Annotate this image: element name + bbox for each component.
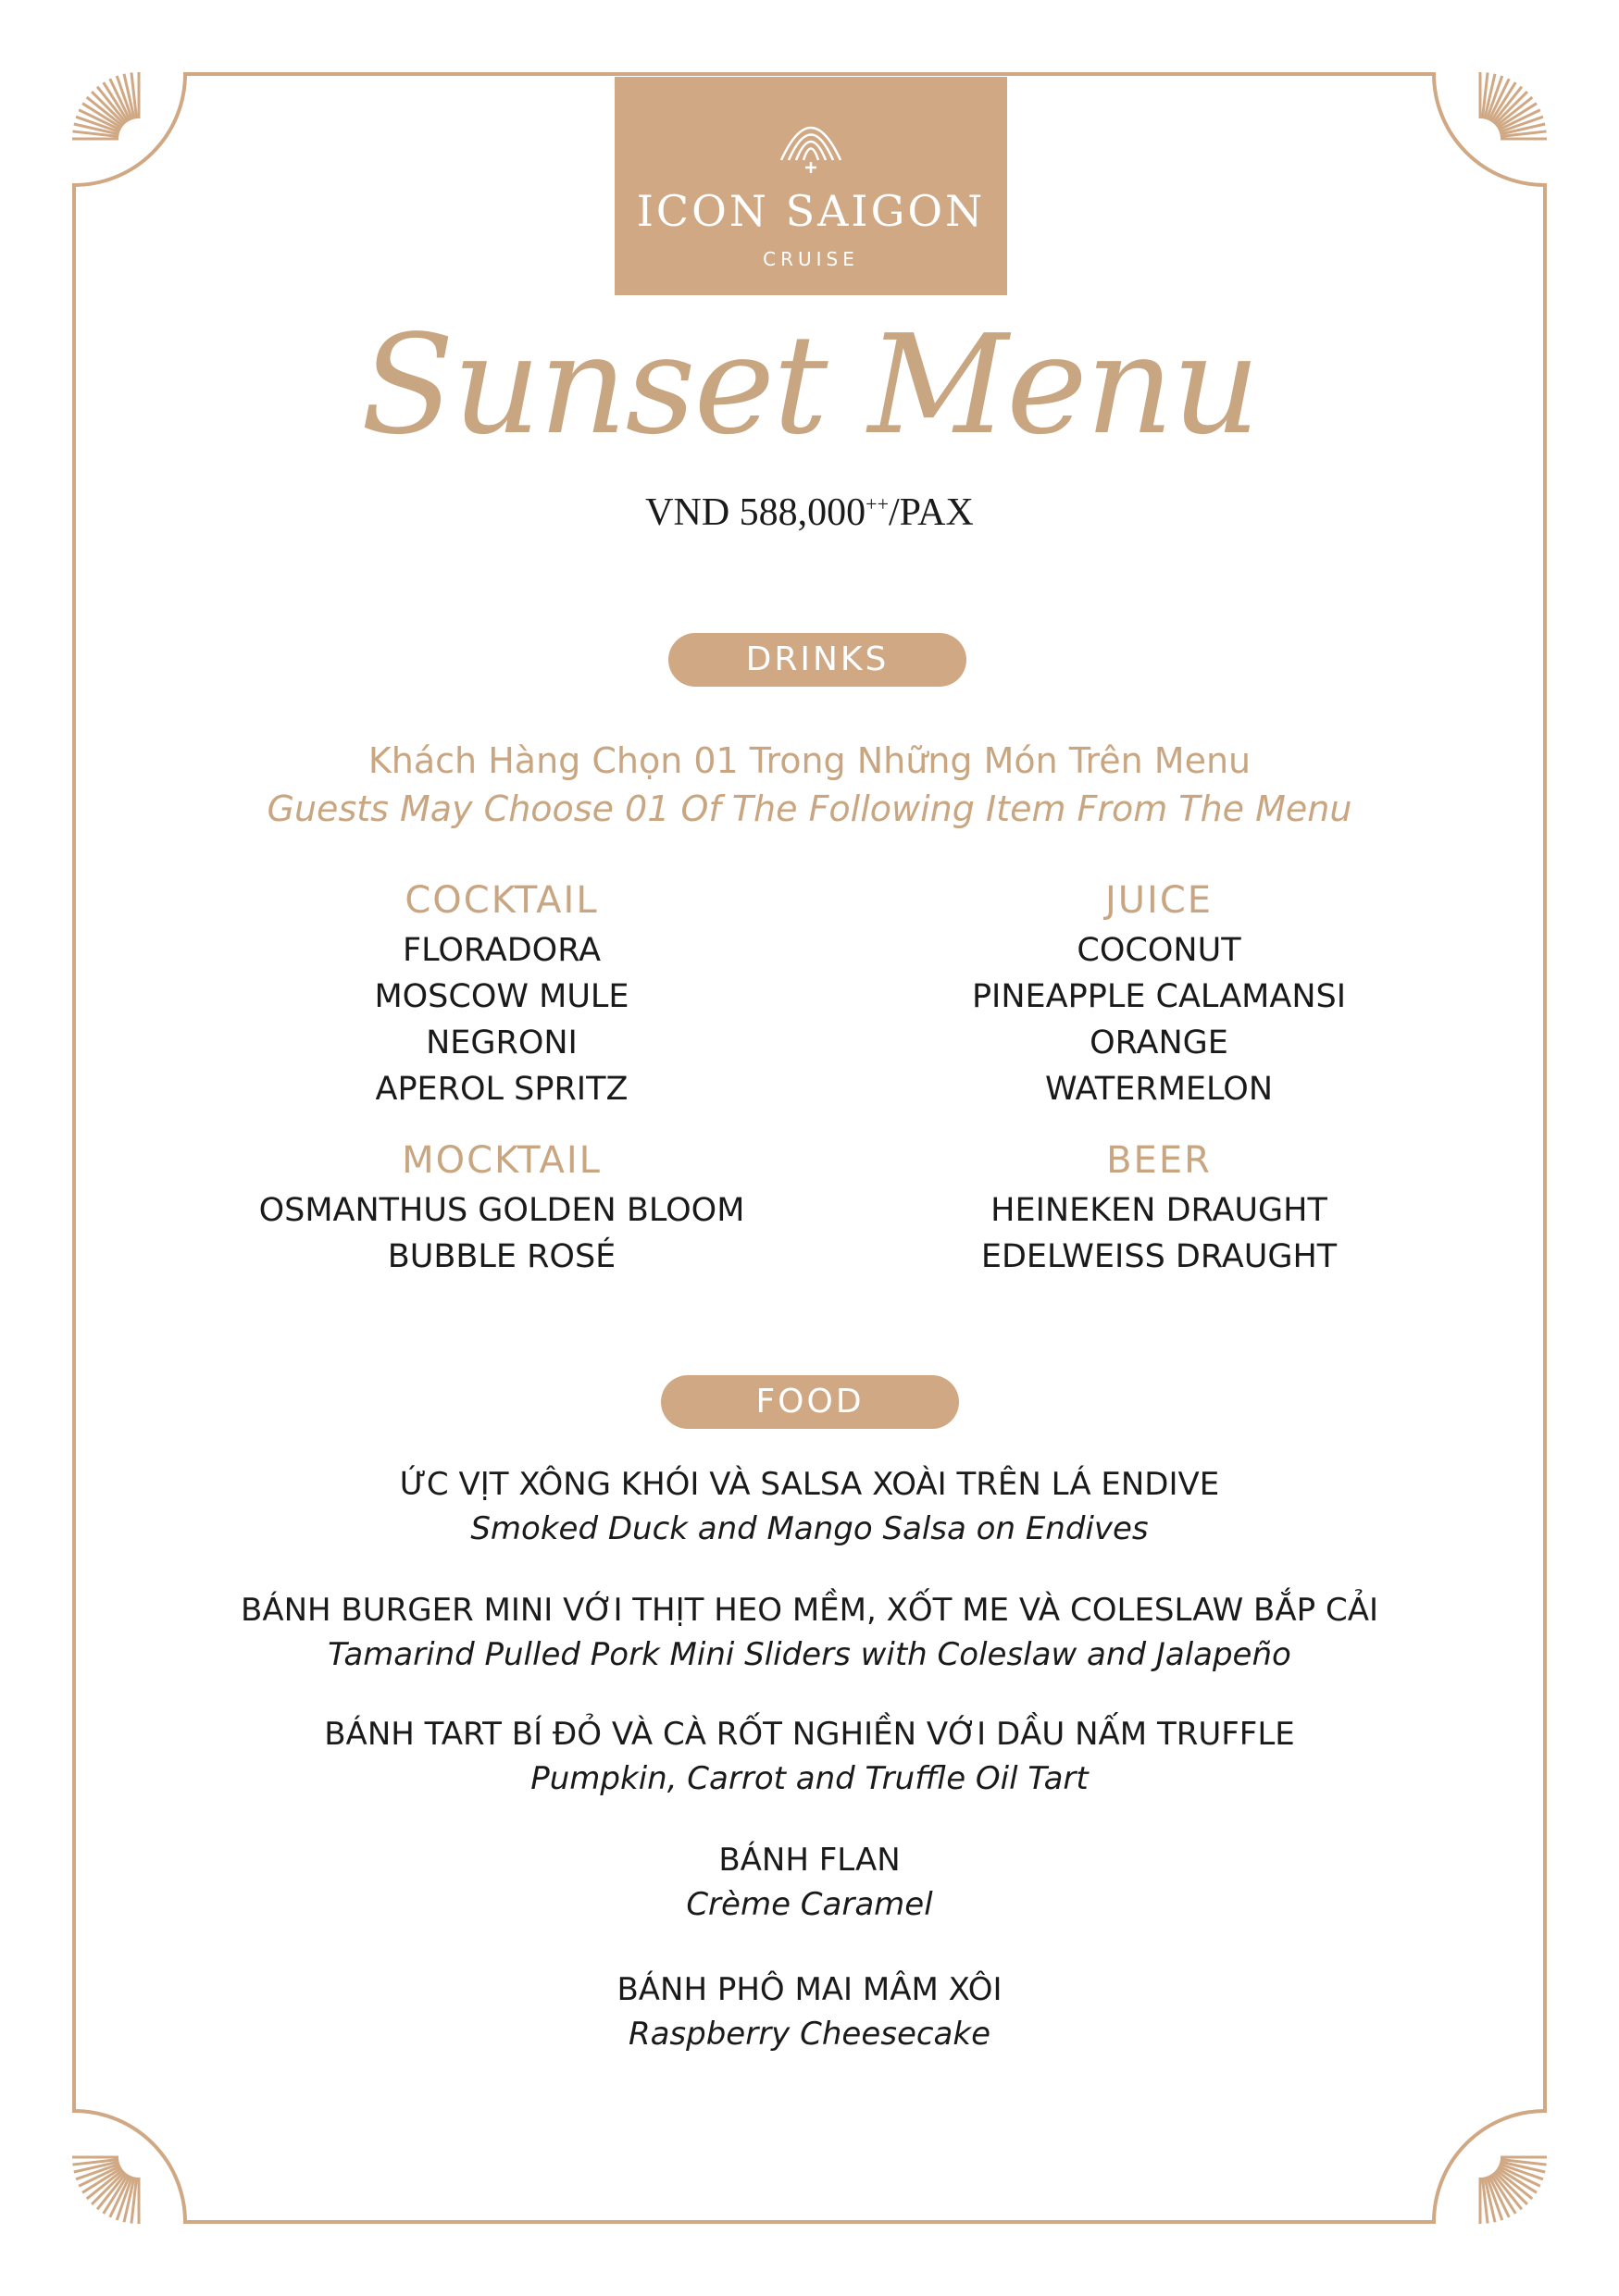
brand-logo <box>615 77 1007 295</box>
drinks-note-vi: Khách Hàng Chọn 01 Trong Những Món Trên Menu <box>367 740 1252 781</box>
beer-column <box>835 1139 1483 1280</box>
food-item-vi: BÁNH PHÔ MAI MÂM XÔI <box>616 1971 1003 2008</box>
menu-item: HEINEKEN DRAUGHT <box>990 1192 1327 1229</box>
menu-item: BUBBLE ROSÉ <box>387 1238 616 1275</box>
sunburst-icon <box>1480 72 1547 139</box>
price-amount: VND 588,000 <box>645 491 866 534</box>
mocktail-column <box>178 1139 826 1280</box>
sunburst-icon <box>72 72 139 139</box>
menu-item: FLORADORA <box>402 932 602 969</box>
food-item <box>0 1967 1619 2056</box>
menu-item: EDELWEISS DRAUGHT <box>980 1238 1338 1275</box>
menu-item: MOSCOW MULE <box>374 978 629 1015</box>
juice-column <box>835 879 1483 1112</box>
cocktail-heading: COCKTAIL <box>405 879 599 922</box>
cocktail-column <box>178 879 826 1112</box>
food-item <box>0 1462 1619 1551</box>
sunburst-icon <box>72 2157 139 2224</box>
mocktail-heading: MOCKTAIL <box>402 1139 602 1182</box>
food-item <box>0 1838 1619 1927</box>
food-item-en: Tamarind Pulled Pork Mini Sliders with Coleslaw and Jalapeño <box>328 1636 1291 1673</box>
drinks-section-label: DRINKS <box>668 633 966 687</box>
menu-item: WATERMELON <box>1044 1071 1274 1108</box>
shell-icon <box>774 105 848 179</box>
menu-price <box>0 490 1619 535</box>
juice-heading: JUICE <box>1104 879 1214 922</box>
price-unit: /PAX <box>888 491 974 534</box>
food-item-vi: ỨC VỊT XÔNG KHÓI VÀ SALSA XOÀI TRÊN LÁ ENDIVE <box>399 1466 1220 1503</box>
menu-item: ORANGE <box>1090 1024 1228 1061</box>
sunburst-icon <box>1480 2157 1547 2224</box>
menu-item: NEGRONI <box>426 1024 578 1061</box>
menu-item: OSMANTHUS GOLDEN BLOOM <box>258 1192 745 1229</box>
food-item-en: Raspberry Cheesecake <box>628 2016 991 2053</box>
food-item-vi: BÁNH TART BÍ ĐỎ VÀ CÀ RỐT NGHIỀN VỚI DẦU NẤM TRUFFLE <box>324 1716 1295 1753</box>
menu-item: PINEAPPLE CALAMANSI <box>971 978 1347 1015</box>
brand-name: ICON SAIGON <box>636 186 986 236</box>
brand-sub: CRUISE <box>763 248 859 270</box>
menu-item: COCONUT <box>1077 932 1241 969</box>
food-section-label: FOOD <box>661 1375 959 1429</box>
beer-heading: BEER <box>1106 1139 1212 1182</box>
menu-title: Sunset Menu <box>360 305 1259 465</box>
food-item-vi: BÁNH BURGER MINI VỚI THỊT HEO MỀM, XỐT ME VÀ COLESLAW BẮP CẢI <box>241 1592 1378 1629</box>
drinks-note-en: Guests May Choose 01 Of The Following Item From The Menu <box>267 788 1352 829</box>
food-item-en: Crème Caramel <box>686 1886 933 1923</box>
menu-item: APEROL SPRITZ <box>375 1071 629 1108</box>
food-item <box>0 1588 1619 1677</box>
price-superscript: ++ <box>866 492 889 515</box>
food-item-en: Pumpkin, Carrot and Truffle Oil Tart <box>530 1760 1089 1797</box>
food-item-vi: BÁNH FLAN <box>718 1842 901 1879</box>
food-item-en: Smoked Duck and Mango Salsa on Endives <box>470 1510 1149 1547</box>
food-item <box>0 1712 1619 1801</box>
